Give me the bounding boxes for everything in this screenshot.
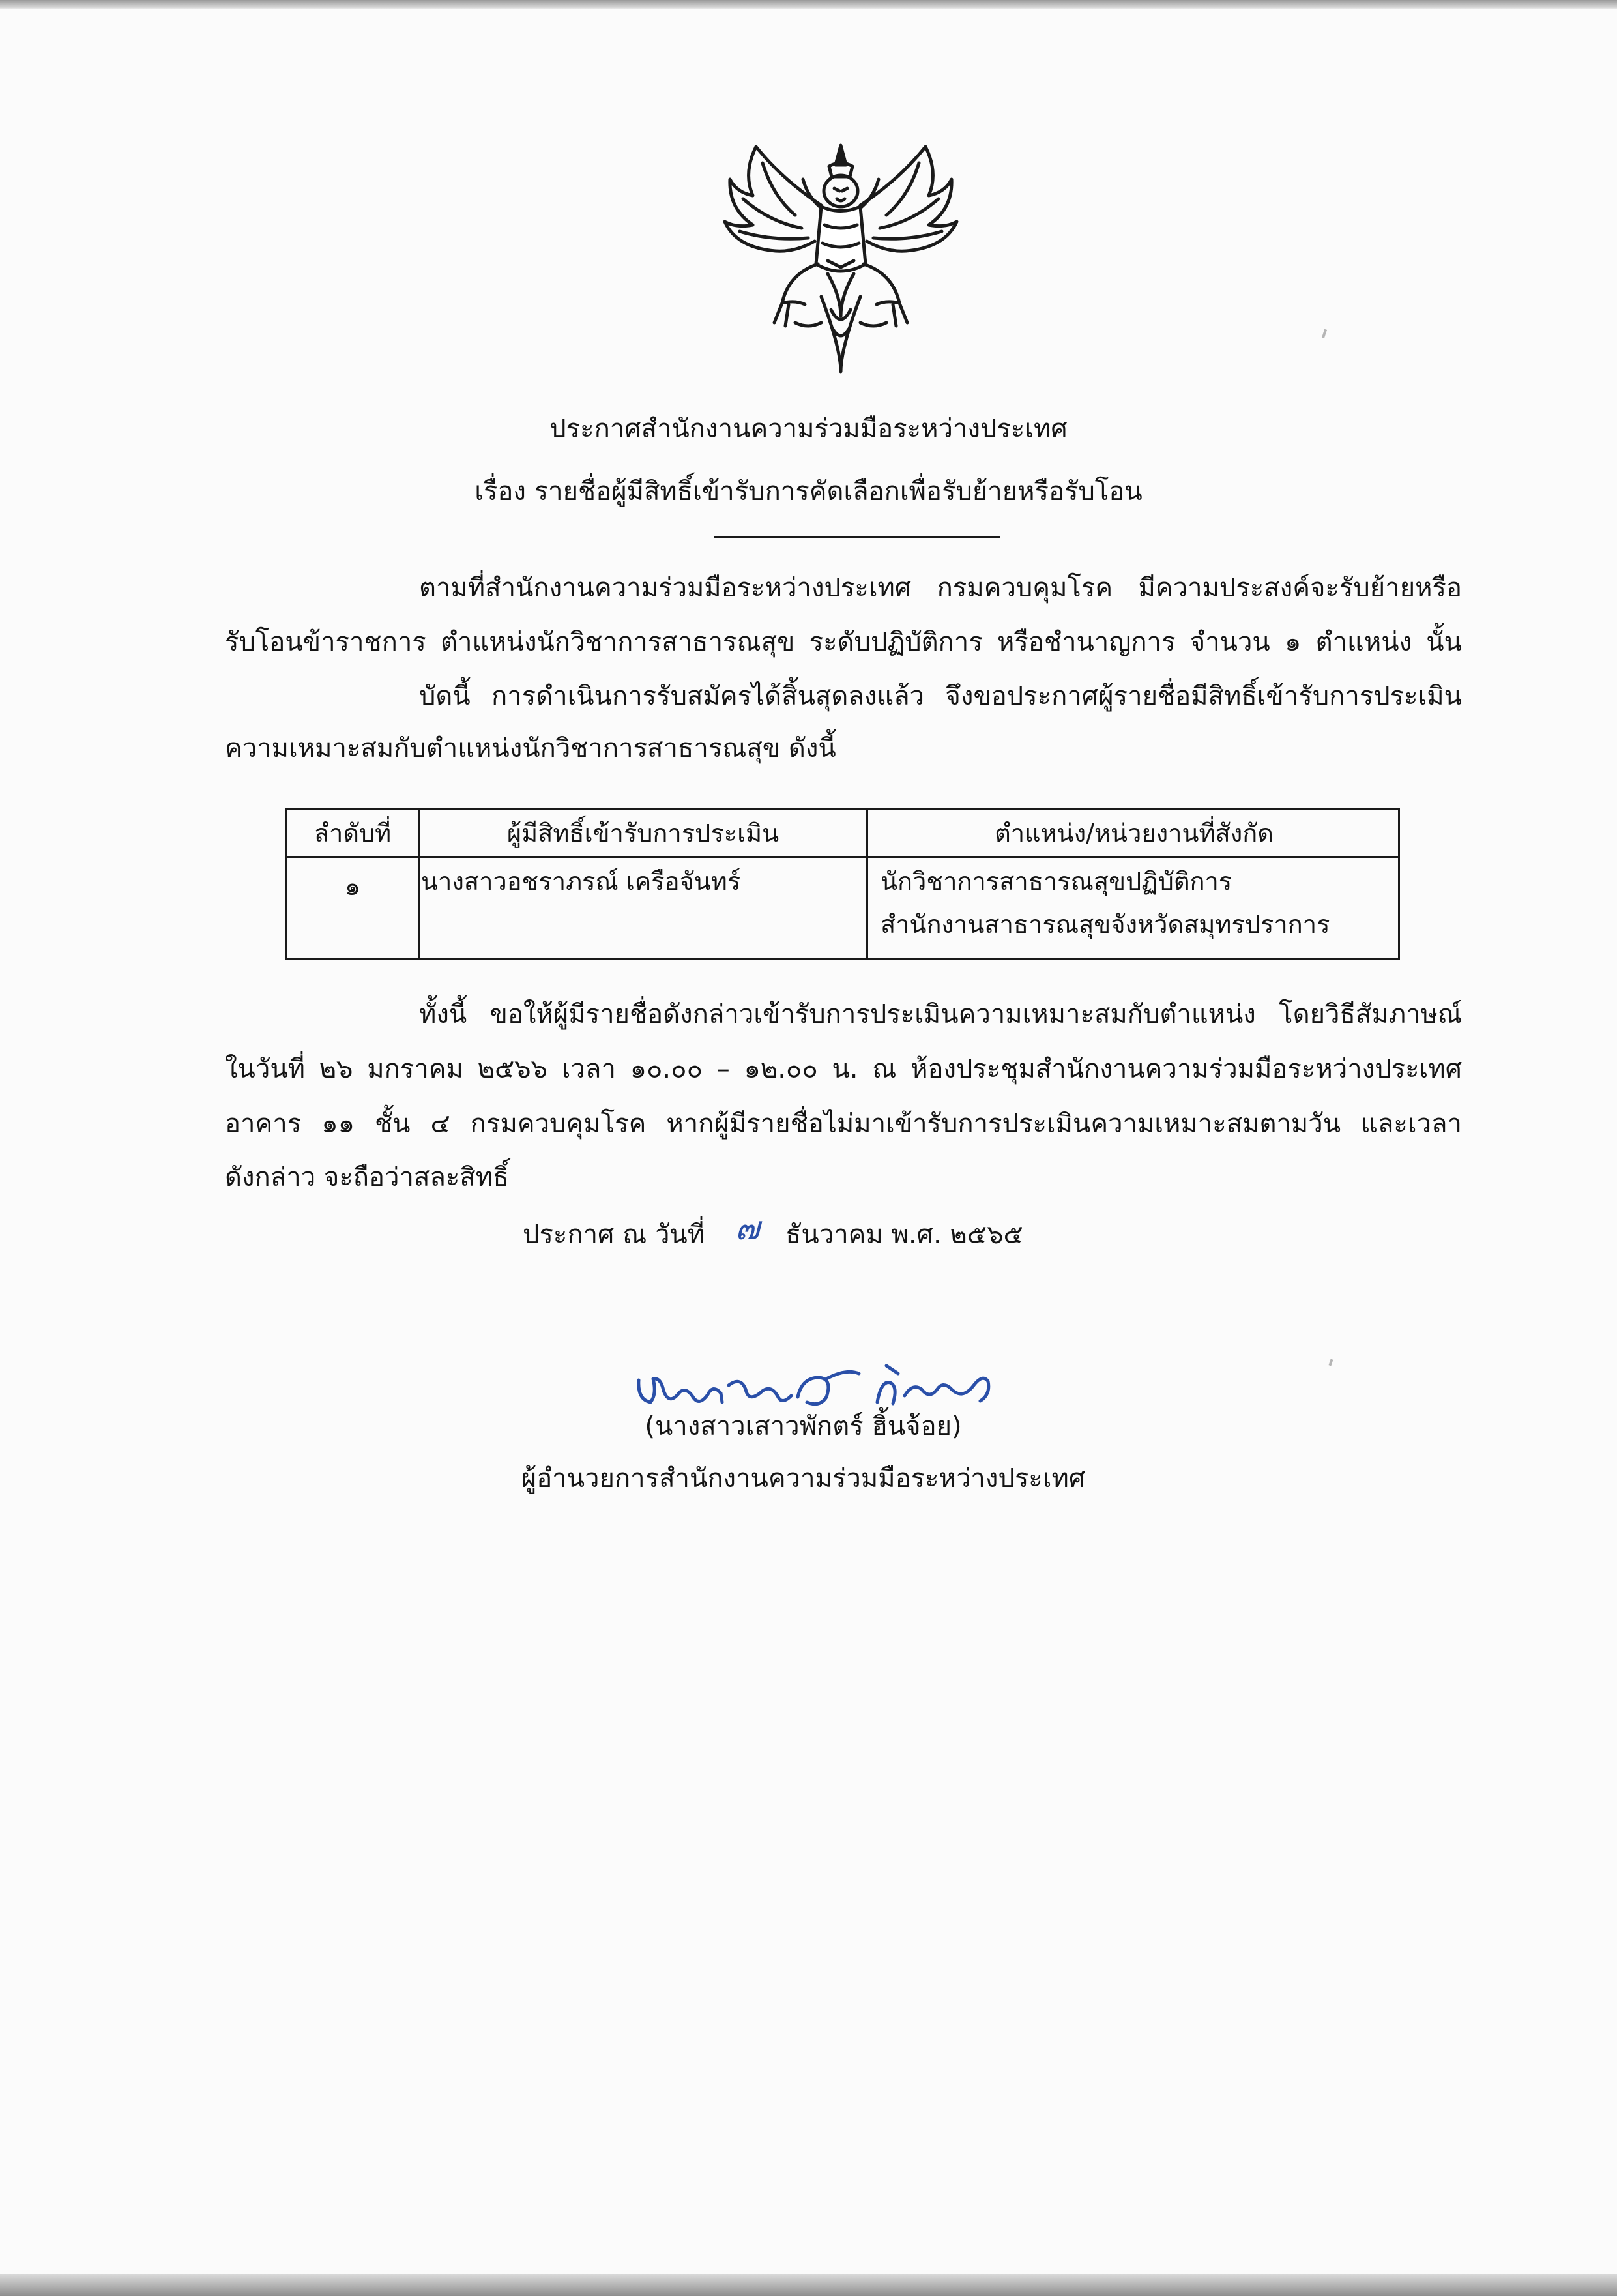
table-cell-position-line2: สำนักงานสาธารณสุขจังหวัดสมุทรปราการ <box>881 910 1330 939</box>
title-divider <box>714 536 1000 538</box>
scan-top-edge <box>0 0 1617 9</box>
scan-bottom-edge <box>0 2274 1617 2296</box>
paragraph3-line3: อาคาร ๑๑ ชั้น ๔ กรมควบคุมโรค หากผู้มีรายชื่อไม่มาเข้ารับการประเมินความเหมาะสมตามวัน และเวลา <box>225 1109 1462 1139</box>
table-header-separator <box>287 856 1398 858</box>
paragraph3-line1: ทั้งนี้ ขอให้ผู้มีรายชื่อดังกล่าวเข้ารับการประเมินความเหมาะสมกับตำแหน่ง โดยวิธีสัมภาษณ์ <box>419 999 1462 1029</box>
signatory-name: (นางสาวเสาวพักตร์ ฮิ้นจ้อย) <box>645 1411 962 1441</box>
scan-speck <box>1329 1359 1333 1366</box>
announcement-date-prefix: ประกาศ ณ วันที่ <box>523 1220 705 1250</box>
table-cell-order: ๑ <box>344 872 361 901</box>
table-header-position: ตำแหน่ง/หน่วยงานที่สังกัด <box>995 819 1274 847</box>
announcement-title: ประกาศสำนักงานความร่วมมือระหว่างประเทศ <box>549 414 1068 444</box>
table-cell-candidate-name: นางสาวอชราภรณ์ เครือจันทร์ <box>421 867 741 896</box>
table-header-order: ลำดับที่ <box>313 819 392 847</box>
table-cell-position-line1: นักวิชาการสาธารณสุขปฏิบัติการ <box>881 867 1232 896</box>
paragraph3-line4: ดังกล่าว จะถือว่าสละสิทธิ์ <box>225 1162 509 1192</box>
announcement-day-handwritten: ๗ <box>735 1209 760 1247</box>
candidate-table <box>285 808 1400 960</box>
paragraph1-line1: ตามที่สำนักงานความร่วมมือระหว่างประเทศ กรมควบคุมโรค มีความประสงค์จะรับย้ายหรือ <box>419 573 1462 603</box>
paragraph2-line1: บัดนี้ การดำเนินการรับสมัครได้สิ้นสุดลงแล้ว จึงขอประกาศผู้รายชื่อมีสิทธิ์เข้ารับการประเมิน <box>419 681 1462 711</box>
paragraph2-line2: ความเหมาะสมกับตำแหน่งนักวิชาการสาธารณสุข ดังนี้ <box>225 733 836 763</box>
announcement-date-suffix: ธันวาคม พ.ศ. ๒๕๖๕ <box>785 1220 1023 1250</box>
paragraph3-line2: ในวันที่ ๒๖ มกราคม ๒๕๖๖ เวลา ๑๐.๐๐ – ๑๒.๐๐ น. ณ ห้องประชุมสำนักงานความร่วมมือระหว่างประเทศ <box>225 1054 1462 1084</box>
announcement-subject: เรื่อง รายชื่อผู้มีสิทธิ์เข้ารับการคัดเลือกเพื่อรับย้ายหรือรับโอน <box>474 477 1143 507</box>
paragraph1-line2: รับโอนข้าราชการ ตำแหน่งนักวิชาการสาธารณสุข ระดับปฏิบัติการ หรือชำนาญการ จำนวน ๑ ตำแหน่ง นั้น <box>225 627 1462 657</box>
table-header-candidate: ผู้มีสิทธิ์เข้ารับการประเมิน <box>506 819 779 847</box>
garuda-emblem-icon <box>717 134 965 375</box>
signatory-title: ผู้อำนวยการสำนักงานความร่วมมือระหว่างประเทศ <box>521 1464 1086 1494</box>
scan-speck <box>1322 329 1327 339</box>
